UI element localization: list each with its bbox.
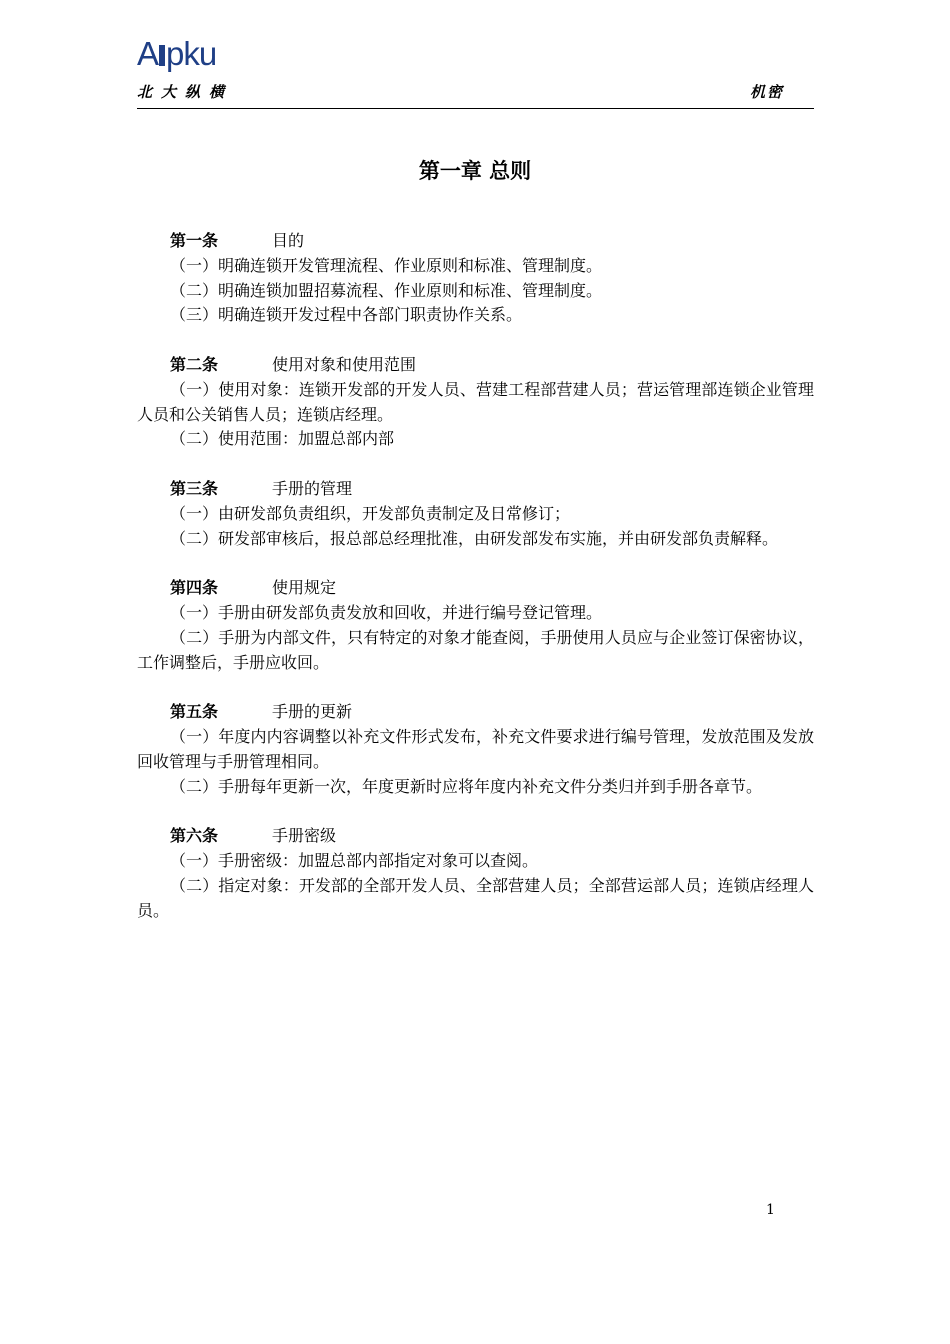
article-paragraph: （一）手册由研发部负责发放和回收，并进行编号登记管理。 [170,602,603,622]
article-paragraph: （一）手册密级：加盟总部内部指定对象可以查阅。 [170,850,539,870]
article-paragraph: （三）明确连锁开发过程中各部门职责协作关系。 [170,305,523,325]
article-number: 第六条 [170,826,219,846]
article-heading [137,477,814,502]
article-heading [137,700,814,725]
article [137,477,814,551]
article-paragraph: （二）手册为内部文件，只有特定的对象才能查阅，手册使用人员应与企业签订保密协议，工作调整后，手册应收回。 [137,627,814,672]
article-number: 第一条 [170,231,219,250]
article-paragraph: （一）由研发部负责组织，开发部负责制定及日常修订； [170,503,571,523]
article-title: 目的 [272,231,305,250]
article-title: 使用对象和使用范围 [272,354,417,374]
article-paragraph: （一）使用对象：连锁开发部的开发人员、营建工程部营建人员；营运管理部连锁企业管理人员和公关销售人员；连锁店经理。 [137,379,814,424]
article-paragraph: （二）明确连锁加盟招募流程、作业原则和标准、管理制度。 [170,280,603,300]
article-paragraph: （一）年度内内容调整以补充文件形式发布，补充文件要求进行编号管理，发放范围及发放回收管理与手册管理相同。 [137,726,814,771]
document-body [137,229,814,948]
article-paragraph: （二）手册每年更新一次，年度更新时应将年度内补充文件分类归并到手册各章节。 [170,776,763,796]
article-number: 第三条 [170,478,219,498]
article-title: 手册的更新 [272,702,353,722]
logo-text-left: A [137,35,159,72]
classification-label: 机密 [749,83,784,101]
logo-bar [159,45,165,66]
article [137,229,814,328]
article [137,576,814,675]
article-heading [137,824,814,849]
article-number: 第五条 [170,702,219,722]
page-number: 1 [766,1202,775,1218]
article [137,824,814,923]
article-number: 第四条 [170,578,219,598]
article-heading [137,229,814,254]
article [137,700,814,799]
article-title: 手册密级 [272,826,337,846]
article-paragraph: （一）明确连锁开发管理流程、作业原则和标准、管理制度。 [170,255,603,275]
article-paragraph: （二）研发部审核后，报总部总经理批准，由研发部发布实施，并由研发部负责解释。 [170,528,779,548]
company-logo [137,36,216,72]
article-paragraph: （二）指定对象：开发部的全部开发人员、全部营建人员；全部营运部人员；连锁店经理人员。 [137,875,814,920]
chapter-title: 第一章 总则 [418,159,532,183]
article [137,353,814,452]
article-heading [137,353,814,378]
article-title: 使用规定 [272,578,337,598]
logo-text-right: pku [166,35,217,72]
article-heading [137,576,814,601]
header-rule [137,108,814,109]
article-title: 手册的管理 [272,478,353,498]
article-number: 第二条 [170,354,219,374]
company-name: 北大纵横 [137,83,234,101]
article-paragraph: （二）使用范围：加盟总部内部 [170,429,395,449]
